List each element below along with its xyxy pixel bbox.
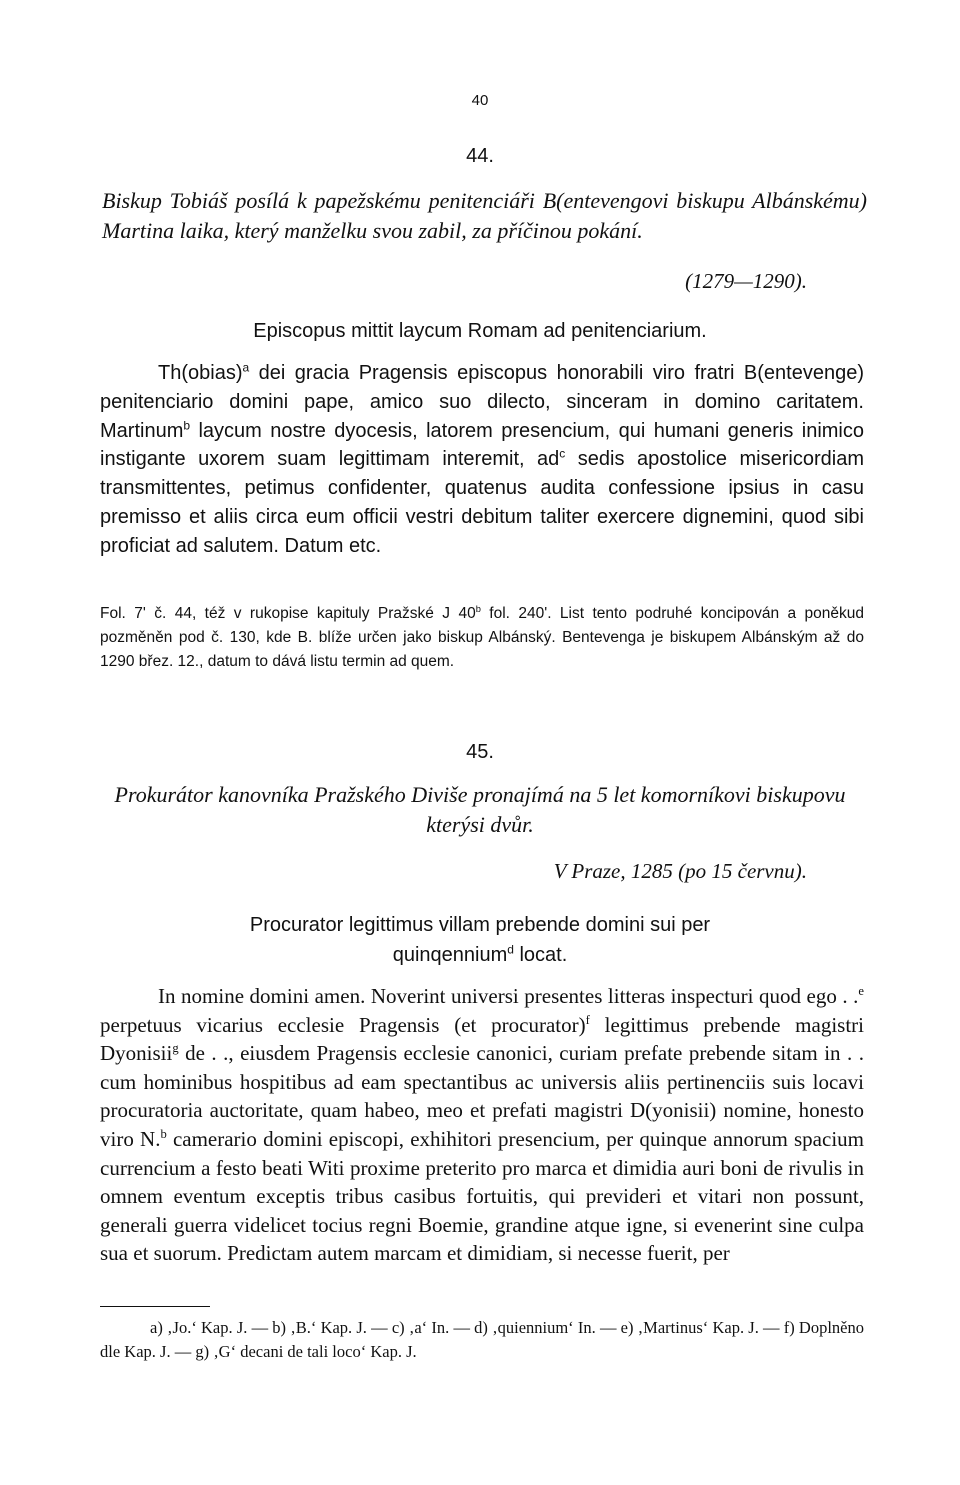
doc-45-latin-title: Procurator legittimus villam prebende domini sui per quinqennium$^d$ locat. (249, 914, 711, 966)
doc-45-czech-heading: Prokurátor kanovníka Pražského Diviše pronajímá na 5 let komorníkovi biskupovu kterýsi dvůr. (114, 782, 846, 837)
doc-45-body: In nomine domini amen. Noverint universi presentes litteras inspecturi quod ego . .$^e$ perpetuus vicarius ecclesie Pragensis (et procurator)$^f$ legittimus prebende magistri Dyonisii$^g$ de . ., eiusdem Pragensis ecclesie canonici, curiam prefate prebende sitam in . . cum hominibus hospitibus ad eam spectantibus ac universis aliis pertinenciis suis locavi procuratoria auctoritate, quam habeo, meo et prefati magistri D(yonisii) nomine, honesto viro N.$^b$ camerario domini episcopi, exhihitori presencium, per quinque annorum spacium currencium a festo beati Witi proxime preterito pro marca et dimidia auri boni de rivulis in omnem eventum exceptis tribus casibus fortuitis, qui previderi et vitari non possunt, generali guerra videlicet tocius regni Boemie, grandine atque igne, si evenerint sine culpa sua et suorum. Predictam autem marcam et dimidiam, si necesse fuerit, per (100, 984, 865, 1266)
doc-44-notes: Fol. 7' č. 44, též v rukopise kapituly Pražské J 40$^b$ fol. 240'. List tento podruhé koncipován a poněkud pozměněn pod č. 130, kde B. blíže určen jako biskup Albánský. Bentevenga je biskupem Albánským až do 1290 břez. 12., datum to dává listu termin ad quem. (100, 603, 864, 670)
doc-44-latin-title: Episcopus mittit laycum Romam ad penitenciarium. (253, 320, 707, 342)
doc-44-dating: (1279—1290). (685, 269, 807, 293)
doc-45-number: 45. (466, 741, 494, 763)
doc-44-number: 44. (466, 145, 494, 167)
doc-44-body: Th(obias)$^a$ dei gracia Pragensis episcopus honorabili viro fratri B(entevenge) penitenciario domini pape, amico suo dilecto, sinceram in domino caritatem. Martinum$^b$ laycum nostre dyocesis, latorem presencium, qui humani generis inimico instigante uxorem suam legittimam interemit, $ad^c$ sedis apostolice misericordiam transmittentes, petimus confidenter, quatenus audita confessione ipsius in casu premisso et aliis circa eum officii vestri debitum taliter exercere dignemini, quod sibi proficiat ad salutem. Datum etc. (100, 360, 864, 557)
footnote-rule (100, 1306, 210, 1307)
page-number: 40 (471, 92, 489, 109)
doc-45-dating: V Praze, 1285 (po 15 červnu). (553, 859, 807, 883)
footnotes: a) ‚Jo.‘ Kap. J. — b) ‚B.‘ Kap. J. — c) ‚a‘ In. — d) ‚quiennium‘ In. — e) ‚Martinus‘ Kap. J. — f) Doplněno dle Kap. J. — g) ‚G‘ decani de tali loco‘ Kap. J. (100, 1318, 864, 1361)
doc-44-czech-heading: Biskup Tobiáš posílá k papežskému penitenciáři B(entevengovi biskupu Albánskému) Martina laika, který manželku svou zabil, za příčinou pokání. (102, 188, 867, 243)
